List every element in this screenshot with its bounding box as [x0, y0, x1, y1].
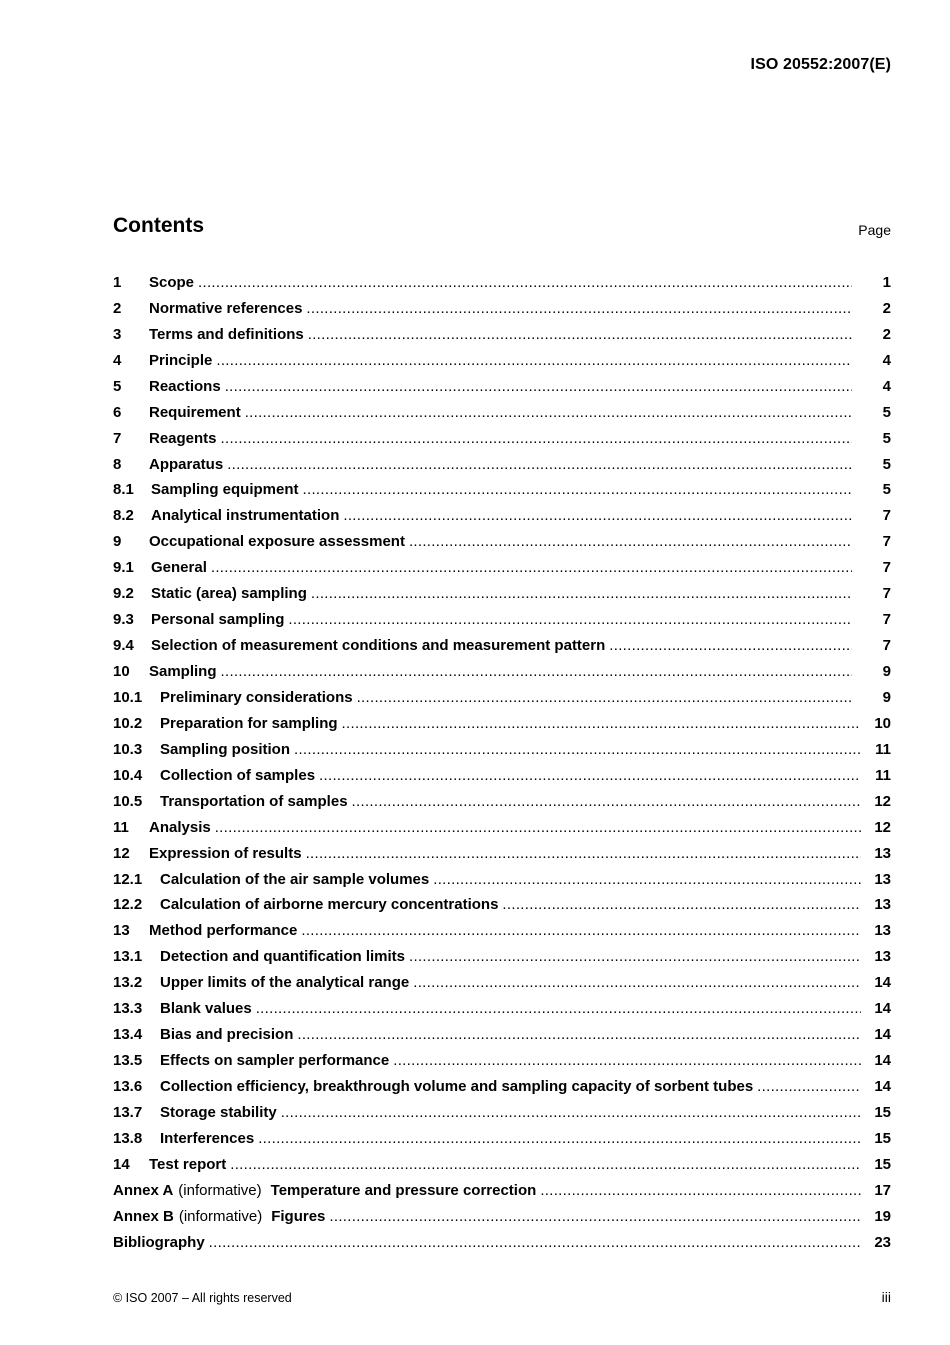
toc-entry[interactable] — [113, 862, 891, 888]
toc-entry-label: Figures — [271, 1207, 326, 1225]
toc-entry-label: Principle — [149, 351, 213, 369]
toc-entry-number: 13.4 — [113, 1026, 143, 1044]
dot-leader — [311, 585, 852, 602]
toc-entry-title — [113, 974, 409, 991]
dot-leader — [303, 481, 852, 498]
toc-entry-label: Analytical instrumentation — [151, 507, 340, 525]
toc-entry-title — [113, 767, 315, 784]
toc-entry-page: 13 — [874, 870, 891, 888]
toc-entry-label: Effects on sampler performance — [160, 1052, 390, 1070]
toc-entry-label: Test report — [149, 1155, 227, 1173]
toc-entry-label: Transportation of samples — [160, 792, 348, 810]
toc-entry-page: 17 — [874, 1181, 891, 1199]
toc-entry-page: 13 — [874, 896, 891, 914]
toc-entry-title — [113, 1104, 277, 1121]
toc-entry-page: 13 — [874, 922, 891, 940]
toc-entry-title — [113, 922, 297, 939]
toc-entry-number: 9.4 — [113, 637, 134, 655]
toc-entry-page: 14 — [874, 1026, 891, 1044]
dot-leader — [409, 533, 852, 550]
toc-entry-title — [113, 611, 284, 628]
toc-entry-title — [113, 326, 304, 343]
toc-entry-number: 13.7 — [113, 1103, 143, 1121]
toc-entry-number: Annex B — [113, 1207, 174, 1225]
toc-entry[interactable] — [113, 939, 891, 965]
toc-entry-page: 14 — [874, 1078, 891, 1095]
toc-entry[interactable] — [113, 1095, 891, 1121]
toc-entry-title — [113, 456, 223, 473]
toc-entry-page: 9 — [882, 688, 891, 706]
dot-leader — [221, 430, 852, 447]
toc-entry-label: Terms and definitions — [149, 325, 304, 343]
toc-entry-title — [113, 741, 290, 758]
toc-entry-number: 13.1 — [113, 948, 143, 966]
toc-entry[interactable] — [113, 836, 891, 862]
dot-leader — [306, 845, 861, 862]
toc-entry-number: 10.4 — [113, 766, 143, 784]
toc-entry-number: 13.5 — [113, 1052, 143, 1070]
toc-entry-title — [113, 1208, 325, 1225]
toc-entry-label: Analysis — [149, 818, 211, 836]
toc-entry-page: 2 — [882, 325, 891, 343]
dot-leader — [343, 507, 852, 524]
dot-leader — [258, 1130, 861, 1147]
toc-entry[interactable] — [113, 913, 891, 939]
dot-leader — [357, 689, 852, 706]
toc-entry[interactable] — [113, 1121, 891, 1147]
copyright-notice: © ISO 2007 – All rights reserved — [113, 1291, 292, 1305]
toc-entry[interactable] — [113, 1147, 891, 1173]
toc-entry-number: 2 — [113, 299, 122, 317]
toc-entry-page: 5 — [882, 429, 891, 447]
toc-entry-title — [113, 871, 429, 888]
toc-entry-page: 4 — [882, 351, 891, 369]
toc-entry[interactable] — [113, 1069, 891, 1095]
toc-entry-page: 11 — [875, 740, 891, 758]
toc-entry-page: 2 — [882, 299, 891, 317]
toc-entry-label: Bias and precision — [160, 1026, 294, 1044]
toc-entry-label: Apparatus — [149, 455, 224, 473]
toc-entry-page: 12 — [874, 818, 891, 836]
toc-entry[interactable] — [113, 784, 891, 810]
toc-entry-title — [113, 481, 299, 498]
dot-leader — [198, 274, 852, 291]
toc-entry[interactable] — [113, 1173, 891, 1199]
toc-entry-title — [113, 793, 348, 810]
toc-entry-number: 13.8 — [113, 1129, 143, 1147]
dot-leader — [211, 559, 852, 576]
dot-leader — [393, 1052, 861, 1069]
page-column-label: Page — [858, 222, 891, 238]
toc-entry-title — [113, 507, 339, 524]
toc-entry[interactable] — [113, 1043, 891, 1069]
toc-entry-number: 9.1 — [113, 559, 134, 577]
toc-entry-title — [113, 663, 217, 680]
toc-entry-label: Preliminary considerations — [160, 688, 353, 706]
toc-entry-page: 15 — [874, 1155, 891, 1173]
dot-leader — [540, 1182, 861, 1199]
toc-entry-number: 10 — [113, 663, 130, 680]
dot-leader — [329, 1208, 861, 1225]
toc-entry-title — [113, 559, 207, 576]
toc-entry[interactable] — [113, 369, 891, 395]
toc-entry-number: 10.1 — [113, 688, 143, 706]
toc-entry-number: 9.3 — [113, 611, 134, 629]
toc-entry[interactable] — [113, 447, 891, 473]
toc-entry-label: Reagents — [149, 429, 217, 447]
toc-entry-page: 7 — [882, 559, 891, 577]
standard-code: ISO 20552:2007(E) — [750, 56, 891, 73]
toc-entry-title — [113, 637, 605, 654]
toc-entry-title — [113, 1156, 226, 1173]
dot-leader — [221, 663, 852, 680]
toc-entry-page: 15 — [874, 1129, 891, 1147]
toc-entry[interactable] — [113, 343, 891, 369]
toc-entry-label: Preparation for sampling — [160, 714, 338, 732]
dot-leader — [297, 1026, 861, 1043]
toc-entry-label: Calculation of the air sample volumes — [160, 870, 430, 888]
toc-entry-label: Scope — [149, 273, 195, 291]
toc-entry-title — [113, 1182, 536, 1199]
toc-entry-title — [113, 896, 498, 913]
toc-entry-number: 1 — [113, 273, 122, 291]
toc-entry-page: 11 — [875, 766, 891, 784]
toc-entry-label: Calculation of airborne mercury concentrations — [160, 896, 499, 914]
toc-entry-label: Static (area) sampling — [151, 585, 307, 603]
toc-entry-title — [113, 1052, 389, 1069]
toc-entry[interactable] — [113, 1225, 891, 1251]
toc-entry-number: 6 — [113, 403, 122, 421]
toc-entry-label: Collection of samples — [160, 766, 316, 784]
toc-entry-label: Interferences — [160, 1129, 255, 1147]
toc-entry-number: 13.6 — [113, 1078, 143, 1095]
toc-entry-label: Sampling position — [160, 740, 290, 758]
table-of-contents — [113, 265, 891, 1251]
toc-entry-title — [113, 585, 307, 602]
toc-entry-number: 13.3 — [113, 1000, 143, 1018]
dot-leader — [342, 715, 861, 732]
toc-entry-page: 7 — [882, 637, 891, 655]
toc-entry-title — [113, 378, 221, 395]
toc-entry-qualifier: (informative) — [178, 1181, 262, 1199]
toc-entry-page: 9 — [882, 663, 891, 680]
toc-entry-label: Requirement — [149, 403, 241, 421]
toc-entry-page: 1 — [882, 273, 891, 291]
toc-entry[interactable] — [113, 888, 891, 914]
dot-leader — [288, 611, 852, 628]
toc-entry-number: 12.2 — [113, 896, 143, 914]
toc-entry-number: 3 — [113, 325, 122, 343]
dot-leader — [433, 871, 861, 888]
toc-entry-title — [113, 1026, 293, 1043]
toc-entry-number: 13.2 — [113, 974, 143, 992]
toc-entry-label: Blank values — [160, 1000, 252, 1018]
toc-entry-page: 5 — [882, 455, 891, 473]
toc-entry-page: 5 — [882, 403, 891, 421]
toc-entry-page: 14 — [874, 1052, 891, 1070]
toc-entry-title — [113, 1234, 205, 1251]
toc-entry-title — [113, 845, 302, 862]
toc-entry-title — [113, 430, 217, 447]
toc-entry-title — [113, 948, 405, 965]
toc-entry-title — [113, 352, 212, 369]
toc-entry-page: 4 — [882, 377, 891, 395]
toc-entry[interactable] — [113, 498, 891, 524]
toc-entry-label: Method performance — [149, 922, 298, 940]
toc-entry-number: 14 — [113, 1155, 130, 1173]
dot-leader — [281, 1104, 861, 1121]
toc-entry-number: 12 — [113, 844, 130, 862]
toc-entry[interactable] — [113, 654, 891, 680]
toc-entry-title — [113, 689, 353, 706]
dot-leader — [215, 819, 861, 836]
toc-entry-number: 4 — [113, 351, 122, 369]
toc-entry-title — [113, 300, 302, 317]
toc-entry-label: Storage stability — [160, 1103, 277, 1121]
toc-entry-page: 7 — [882, 585, 891, 603]
toc-entry[interactable] — [113, 991, 891, 1017]
toc-entry[interactable] — [113, 550, 891, 576]
toc-entry-title — [113, 274, 194, 291]
toc-entry-title — [113, 404, 241, 421]
toc-entry-number: 10.3 — [113, 740, 143, 758]
toc-entry-qualifier: (informative) — [178, 1207, 263, 1225]
toc-entry-number: 10.2 — [113, 714, 143, 732]
toc-entry[interactable] — [113, 680, 891, 706]
toc-entry-number: 8.2 — [113, 507, 134, 525]
toc-entry-page: 10 — [874, 714, 891, 732]
toc-entry-page: 14 — [874, 974, 891, 992]
toc-entry-title — [113, 1000, 252, 1017]
dot-leader — [413, 974, 861, 991]
toc-entry-label: Temperature and pressure correction — [270, 1181, 537, 1199]
toc-entry[interactable] — [113, 732, 891, 758]
toc-entry-page: 5 — [882, 481, 891, 499]
toc-entry-page: 23 — [874, 1233, 891, 1251]
toc-entry-title — [113, 819, 211, 836]
toc-entry-page: 7 — [882, 611, 891, 629]
page-title: Contents — [113, 214, 204, 237]
dot-leader — [209, 1234, 861, 1251]
toc-entry-page: 7 — [882, 507, 891, 525]
toc-entry-number: 12.1 — [113, 870, 143, 888]
dot-leader — [352, 793, 861, 810]
toc-entry[interactable] — [113, 1199, 891, 1225]
toc-entry[interactable] — [113, 1017, 891, 1043]
toc-entry[interactable] — [113, 421, 891, 447]
toc-entry-page: 19 — [874, 1207, 891, 1225]
toc-entry-number: 13 — [113, 922, 130, 940]
dot-leader — [230, 1156, 861, 1173]
dot-leader — [308, 326, 852, 343]
dot-leader — [502, 896, 861, 913]
toc-entry-page: 14 — [874, 1000, 891, 1018]
toc-entry-title — [113, 1078, 753, 1095]
toc-entry[interactable] — [113, 265, 891, 291]
page-number: iii — [881, 1289, 891, 1305]
dot-leader — [319, 767, 861, 784]
dot-leader — [409, 948, 861, 965]
toc-entry[interactable] — [113, 706, 891, 732]
toc-entry-label: Selection of measurement conditions and measurement pattern — [151, 637, 606, 655]
dot-leader — [294, 741, 861, 758]
toc-entry-number: 9 — [113, 533, 122, 551]
toc-entry[interactable] — [113, 965, 891, 991]
toc-entry-label: Expression of results — [149, 844, 302, 862]
toc-entry[interactable] — [113, 810, 891, 836]
dot-leader — [301, 922, 861, 939]
toc-entry[interactable] — [113, 291, 891, 317]
toc-entry-label: Personal sampling — [151, 611, 285, 629]
toc-entry-label: Collection efficiency, breakthrough volume and sampling capacity of sorbent tubes — [160, 1078, 754, 1095]
toc-entry-label: Occupational exposure assessment — [149, 533, 405, 551]
toc-entry-title — [113, 1130, 254, 1147]
toc-entry-label: Upper limits of the analytical range — [160, 974, 410, 992]
toc-entry-page: 7 — [882, 533, 891, 551]
toc-entry-page: 12 — [874, 792, 891, 810]
toc-entry-label: Normative references — [149, 299, 303, 317]
toc-entry-number: 10.5 — [113, 792, 143, 810]
dot-leader — [216, 352, 852, 369]
toc-entry-label: Reactions — [149, 377, 221, 395]
toc-entry-number: Annex A — [113, 1181, 174, 1199]
toc-entry-number: 5 — [113, 377, 122, 395]
dot-leader — [227, 456, 852, 473]
toc-entry-number: 11 — [113, 818, 129, 836]
dot-leader — [225, 378, 852, 395]
toc-entry[interactable] — [113, 758, 891, 784]
toc-entry-label: Bibliography — [113, 1233, 205, 1251]
toc-entry-label: General — [151, 559, 207, 577]
toc-entry-number: 8 — [113, 455, 122, 473]
dot-leader — [256, 1000, 861, 1017]
toc-entry[interactable] — [113, 576, 891, 602]
toc-entry-number: 7 — [113, 429, 122, 447]
toc-entry-title — [113, 533, 405, 550]
dot-leader — [306, 300, 852, 317]
toc-entry[interactable] — [113, 395, 891, 421]
toc-entry-number: 9.2 — [113, 585, 134, 603]
dot-leader — [245, 404, 852, 421]
toc-entry[interactable] — [113, 473, 891, 499]
toc-entry[interactable] — [113, 317, 891, 343]
toc-entry-title — [113, 715, 338, 732]
dot-leader — [609, 637, 852, 654]
toc-entry[interactable] — [113, 628, 891, 654]
toc-entry-page: 13 — [874, 948, 891, 966]
toc-entry[interactable] — [113, 524, 891, 550]
toc-entry-label: Sampling — [149, 663, 217, 680]
toc-entry-label: Detection and quantification limits — [160, 948, 406, 966]
toc-entry[interactable] — [113, 602, 891, 628]
toc-entry-page: 15 — [874, 1103, 891, 1121]
toc-entry-number: 8.1 — [113, 481, 134, 499]
toc-entry-label: Sampling equipment — [151, 481, 299, 499]
toc-entry-page: 13 — [874, 844, 891, 862]
dot-leader — [757, 1078, 861, 1095]
